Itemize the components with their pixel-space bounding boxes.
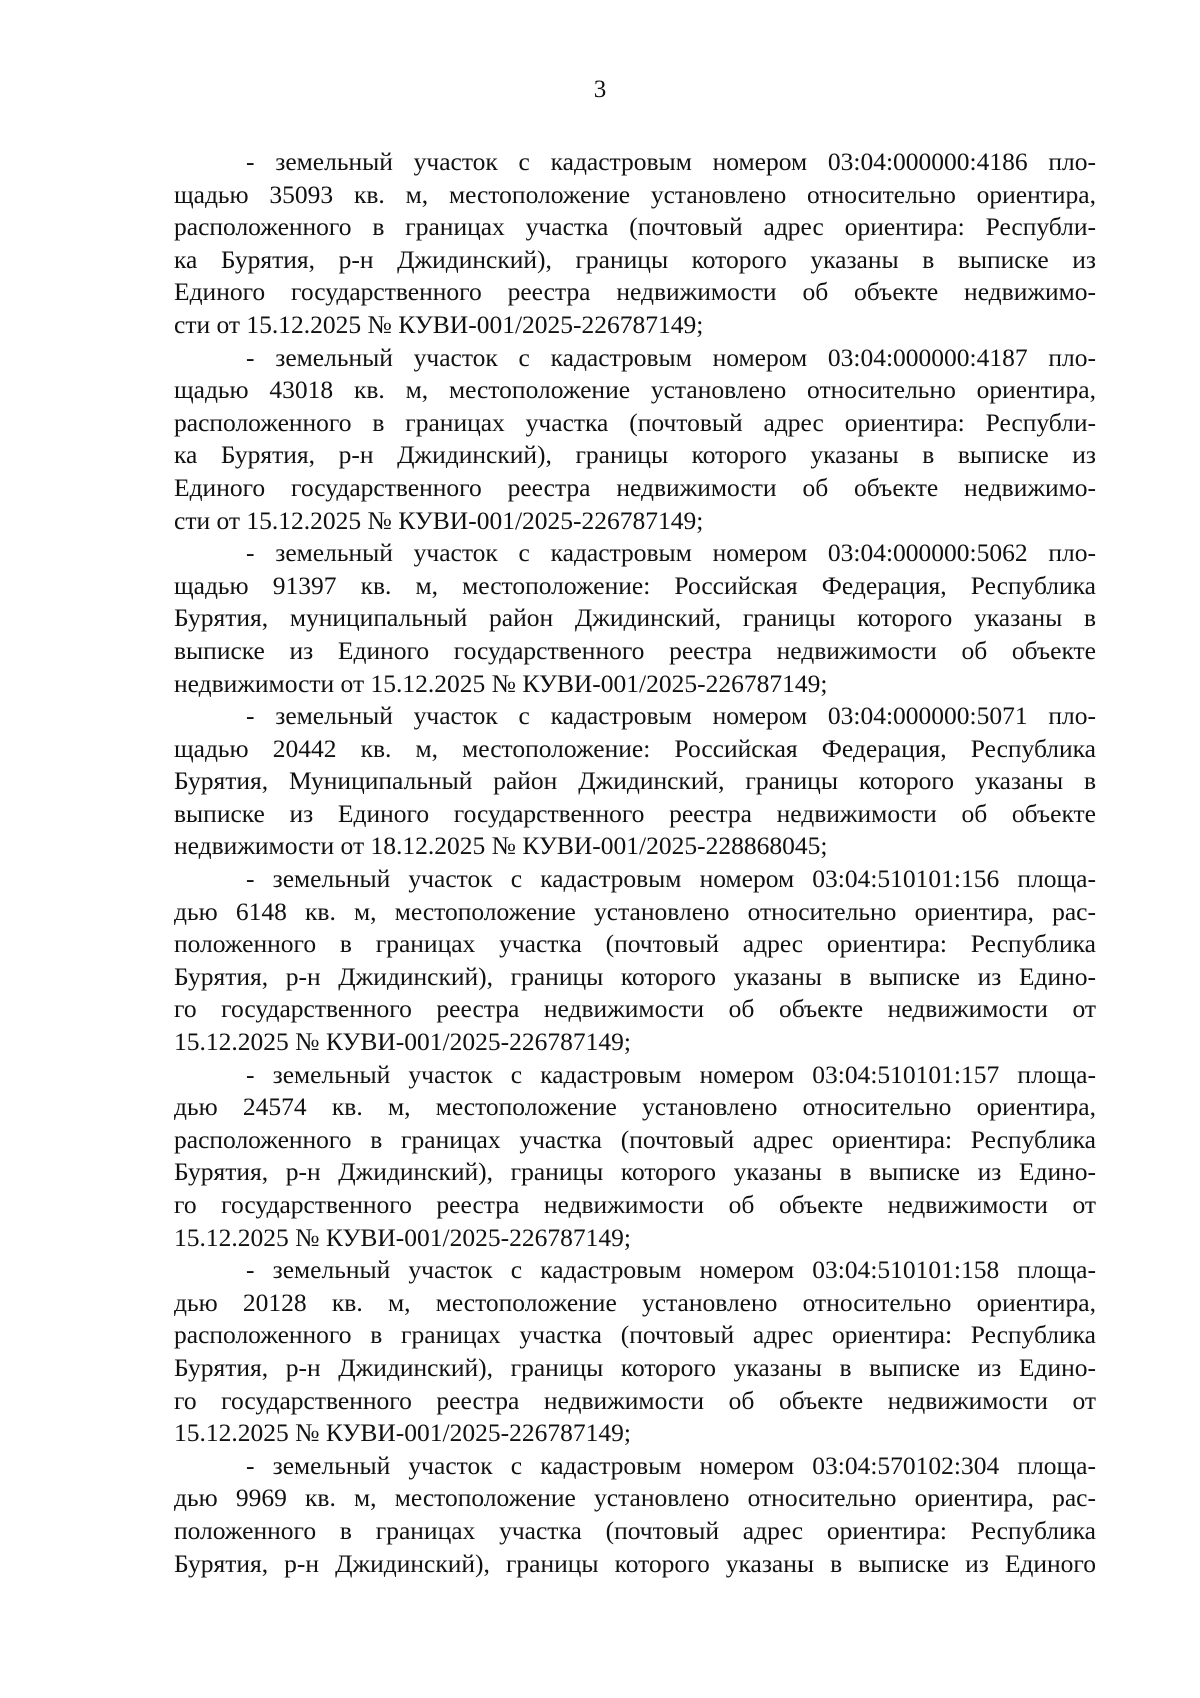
text-line: дью 20128 кв. м, местоположение установлено относительно ориентира, <box>174 1287 1096 1317</box>
text-line: расположенного в границах участка (почтовый адрес ориентира: Республика <box>174 1320 1096 1350</box>
text-line: недвижимости от 15.12.2025 № КУВИ-001/2025-226787149; <box>174 668 828 698</box>
text-line: недвижимости от 18.12.2025 № КУВИ-001/2025-228868045; <box>174 831 828 861</box>
text-line: ка Бурятия, р-н Джидинский), границы которого указаны в выписке из <box>174 440 1096 470</box>
document-body <box>174 146 1096 1580</box>
text-line: Бурятия, Муниципальный район Джидинский, границы которого указаны в <box>174 766 1096 796</box>
land-plot-paragraph <box>174 1450 1096 1580</box>
text-line: - земельный участок с кадастровым номером 03:04:510101:156 площа- <box>246 864 1096 894</box>
text-line: го государственного реестра недвижимости об объекте недвижимости от <box>174 1385 1096 1415</box>
text-line: - земельный участок с кадастровым номером 03:04:000000:4186 пло- <box>246 147 1096 176</box>
land-plot-paragraph <box>174 700 1096 863</box>
text-line: положенного в границах участка (почтовый адрес ориентира: Республика <box>174 929 1096 959</box>
text-line: - земельный участок с кадастровым номером 03:04:510101:157 площа- <box>246 1059 1096 1089</box>
text-line: положенного в границах участка (почтовый адрес ориентира: Республика <box>174 1515 1096 1545</box>
text-line: расположенного в границах участка (почтовый адрес ориентира: Республи- <box>174 212 1096 242</box>
land-plot-paragraph <box>174 146 1096 342</box>
text-line: щадью 35093 кв. м, местоположение установлено относительно ориентира, <box>174 179 1096 209</box>
text-line: дью 24574 кв. м, местоположение установлено относительно ориентира, <box>174 1092 1096 1122</box>
text-line: выписке из Единого государственного реестра недвижимости об объекте <box>174 635 1096 665</box>
land-plot-paragraph <box>174 1254 1096 1450</box>
land-plot-paragraph <box>174 342 1096 538</box>
text-line: щадью 20442 кв. м, местоположение: Российская Федерация, Республика <box>174 733 1096 763</box>
text-line: сти от 15.12.2025 № КУВИ-001/2025-226787149; <box>174 309 704 339</box>
text-line: Бурятия, р-н Джидинский), границы которого указаны в выписке из Едино- <box>174 1352 1096 1382</box>
text-line: Бурятия, р-н Джидинский), границы которого указаны в выписке из Едино- <box>174 1157 1096 1187</box>
text-line: - земельный участок с кадастровым номером 03:04:000000:5062 пло- <box>246 538 1096 568</box>
text-line: го государственного реестра недвижимости об объекте недвижимости от <box>174 994 1096 1024</box>
text-line: выписке из Единого государственного реестра недвижимости об объекте <box>174 798 1096 828</box>
text-line: сти от 15.12.2025 № КУВИ-001/2025-226787149; <box>174 505 704 535</box>
land-plot-paragraph <box>174 537 1096 700</box>
page-number: 3 <box>593 76 607 103</box>
text-line: - земельный участок с кадастровым номером 03:04:570102:304 площа- <box>246 1450 1096 1480</box>
land-plot-paragraph <box>174 1059 1096 1255</box>
text-line: расположенного в границах участка (почтовый адрес ориентира: Республика <box>174 1124 1096 1154</box>
land-plot-paragraph <box>174 863 1096 1059</box>
text-line: 15.12.2025 № КУВИ-001/2025-226787149; <box>174 1027 631 1057</box>
text-line: 15.12.2025 № КУВИ-001/2025-226787149; <box>174 1418 631 1448</box>
text-line: - земельный участок с кадастровым номером 03:04:510101:158 площа- <box>246 1255 1096 1285</box>
text-line: Единого государственного реестра недвижимости об объекте недвижимо- <box>174 472 1096 502</box>
text-line: го государственного реестра недвижимости об объекте недвижимости от <box>174 1190 1096 1219</box>
text-line: 15.12.2025 № КУВИ-001/2025-226787149; <box>174 1222 631 1252</box>
text-line: Единого государственного реестра недвижимости об объекте недвижимо- <box>174 277 1096 307</box>
text-line: щадью 43018 кв. м, местоположение установлено относительно ориентира, <box>174 375 1096 405</box>
text-line: ка Бурятия, р-н Джидинский), границы которого указаны в выписке из <box>174 244 1096 274</box>
text-line: дью 9969 кв. м, местоположение установлено относительно ориентира, рас- <box>174 1483 1096 1513</box>
text-line: Бурятия, р-н Джидинский), границы которого указаны в выписке из Едино- <box>174 961 1096 991</box>
text-line: Бурятия, муниципальный район Джидинский, границы которого указаны в <box>174 603 1096 633</box>
text-line: Бурятия, р-н Джидинский), границы которого указаны в выписке из Единого <box>174 1548 1096 1578</box>
text-line: - земельный участок с кадастровым номером 03:04:000000:5071 пло- <box>246 701 1096 731</box>
text-line: - земельный участок с кадастровым номером 03:04:000000:4187 пло- <box>246 342 1096 372</box>
text-line: щадью 91397 кв. м, местоположение: Российская Федерация, Республика <box>174 570 1096 600</box>
text-line: дью 6148 кв. м, местоположение установлено относительно ориентира, рас- <box>174 896 1096 926</box>
text-line: расположенного в границах участка (почтовый адрес ориентира: Республи- <box>174 407 1096 437</box>
